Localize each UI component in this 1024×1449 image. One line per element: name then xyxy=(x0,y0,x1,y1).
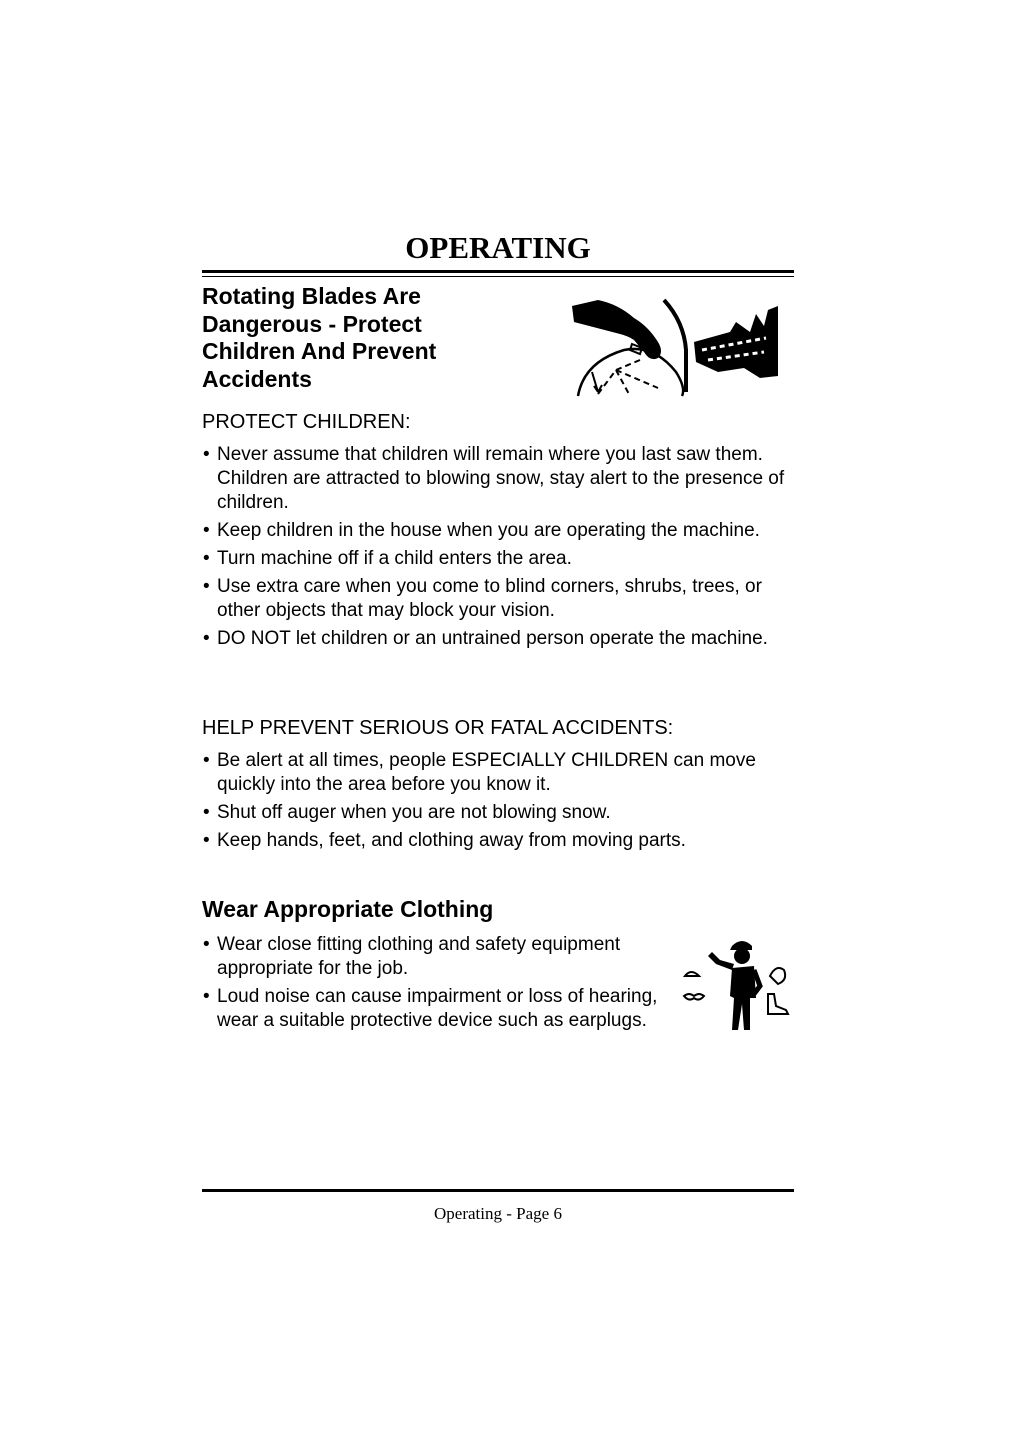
prevent-accidents-label: HELP PREVENT SERIOUS OR FATAL ACCIDENTS: xyxy=(202,717,674,739)
section-heading-rotating-blades xyxy=(202,283,436,393)
prevent-accidents-list xyxy=(202,749,794,857)
list-item: • DO NOT let children or an untrained person operate the machine. xyxy=(202,627,794,651)
list-item: • Shut off auger when you are not blowing snow. xyxy=(202,801,794,825)
page-footer: Operating - Page 6 xyxy=(434,1204,562,1223)
list-item: • Turn machine off if a child enters the area. xyxy=(202,547,794,571)
list-item: • Wear close fitting clothing and safety equipment appropriate for the job. xyxy=(202,933,660,981)
list-item: • Use extra care when you come to blind corners, shrubs, trees, or other objects that may block your vision. xyxy=(202,575,794,623)
heading-line: Children And Prevent xyxy=(202,338,437,364)
page-title: OPERATING xyxy=(405,230,591,265)
hand-blade-warning-icon xyxy=(568,292,792,402)
protect-children-list xyxy=(202,443,794,655)
protective-equipment-icon xyxy=(676,934,800,1038)
title-rule xyxy=(202,270,794,273)
list-item: • Loud noise can cause impairment or loss of hearing, wear a suitable protective device such as earplugs. xyxy=(202,985,660,1033)
heading-line: Rotating Blades Are xyxy=(202,283,421,309)
list-item: • Be alert at all times, people ESPECIALLY CHILDREN can move quickly into the area before you know it. xyxy=(202,749,794,797)
list-item: • Never assume that children will remain where you last saw them. Children are attracted to blowing snow, stay alert to the presence of children. xyxy=(202,443,794,515)
heading-line: Dangerous - Protect xyxy=(202,310,422,337)
clothing-list xyxy=(202,933,660,1037)
protect-children-label: PROTECT CHILDREN: xyxy=(202,411,411,433)
heading-line: Accidents xyxy=(202,365,312,392)
title-rule-thin xyxy=(202,276,794,277)
list-item: • Keep children in the house when you are operating the machine. xyxy=(202,519,794,543)
footer-rule xyxy=(202,1189,794,1192)
list-item: • Keep hands, feet, and clothing away from moving parts. xyxy=(202,829,794,853)
section-heading-clothing: Wear Appropriate Clothing xyxy=(202,896,494,922)
